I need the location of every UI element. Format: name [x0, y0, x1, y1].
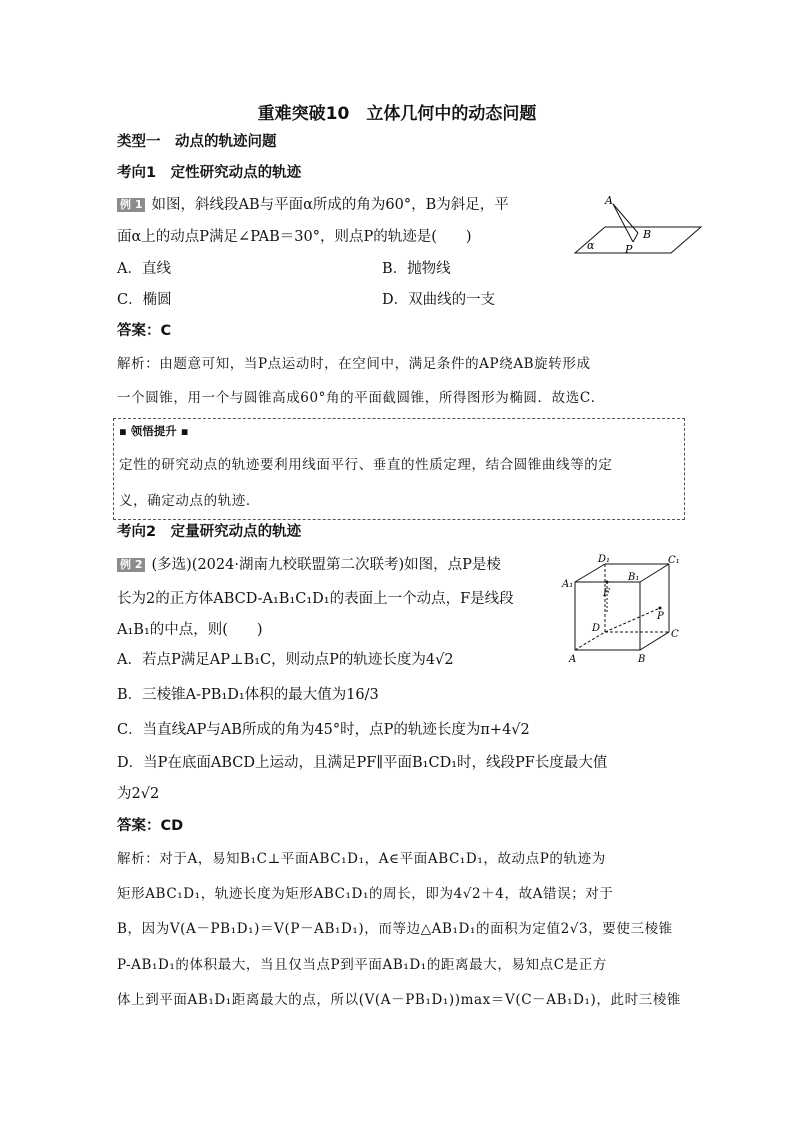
direction2-heading: 考向2 定量研究动点的轨迹 — [117, 524, 302, 540]
ex1-stem-line1 — [117, 195, 509, 215]
type1-heading: 类型一 动点的轨迹问题 — [117, 134, 277, 150]
point-P — [659, 607, 662, 610]
insight-line2: 义，确定动点的轨迹． — [119, 493, 260, 509]
ex2-analysis-line1: 解析：对于A，易知B₁C⊥平面ABC₁D₁，A∈平面ABC₁D₁，故动点P的轨迹为 — [117, 851, 606, 867]
label-C: C — [671, 629, 679, 640]
label-D1: D₁ — [598, 554, 611, 565]
direction1-heading: 考向1 定性研究动点的轨迹 — [117, 165, 302, 181]
label-P: P — [625, 243, 633, 256]
ex1-option-b: B．抛物线 — [382, 261, 451, 277]
ex1-analysis-line1: 解析：由题意可知，当P点运动时，在空间中，满足条件的AP绕AB旋转形成 — [117, 356, 591, 372]
ex2-analysis-line4: P-AB₁D₁的体积最大，当且仅当点P到平面AB₁D₁的距离最大，易知点C是正方 — [117, 957, 607, 973]
ex2-analysis-line3: B，因为V(A－PB₁D₁)＝V(P－AB₁D₁)，而等边△AB₁D₁的面积为定值2√3，要使三棱锥 — [117, 921, 673, 937]
label-D: D — [592, 623, 601, 634]
label-P2: P — [657, 611, 664, 622]
insight-line1: 定性的研究动点的轨迹要利用线面平行、垂直的性质定理，结合圆锥曲线等的定 — [119, 457, 613, 473]
ex1-analysis-line2: 一个圆锥，用一个与圆锥高成60°角的平面截圆锥，所得图形为椭圆．故选C． — [117, 390, 605, 406]
ex1-option-d: D．双曲线的一支 — [382, 292, 496, 308]
ex2-option-a: A．若点P满足AP⊥B₁C，则动点P的轨迹长度为4√2 — [117, 652, 454, 668]
ex2-badge: 例 2 — [117, 558, 145, 572]
edge-A1D1 — [575, 564, 605, 582]
label-A1: A₁ — [562, 579, 574, 590]
ex1-answer: 答案：C — [117, 323, 172, 339]
label-A2: A — [569, 654, 577, 665]
label-B: B — [643, 228, 652, 241]
ex2-stem-line1 — [117, 555, 501, 575]
label-C1: C₁ — [668, 555, 680, 566]
ex2-stem-line3: A₁B₁的中点，则( ) — [117, 622, 263, 638]
edge-BC — [640, 632, 669, 650]
edge-B1C1 — [640, 564, 669, 582]
insight-box — [113, 418, 685, 520]
ex2-cube-figure — [560, 553, 685, 668]
edge-AD — [575, 632, 605, 650]
ex2-option-b: B．三棱锥A-PB₁D₁体积的最大值为16/3 — [117, 687, 379, 703]
ex1-stem-text1: 如图，斜线段AB与平面α所成的角为60°，B为斜足，平 — [151, 197, 509, 213]
label-alpha: α — [587, 239, 595, 252]
label-B2: B — [638, 654, 646, 665]
ex1-figure — [565, 190, 705, 260]
page-title: 重难突破10 立体几何中的动态问题 — [257, 104, 537, 124]
ex2-stem-line2: 长为2的正方体ABCD-A₁B₁C₁D₁的表面上一个动点，F是线段 — [117, 591, 514, 607]
ex2-option-d-line1: D．当P在底面ABCD上运动，且满足PF∥平面B₁CD₁时，线段PF长度最大值 — [117, 755, 608, 771]
ex2-answer: 答案：CD — [117, 818, 184, 834]
label-F: F — [603, 588, 610, 599]
point-F — [606, 581, 609, 584]
label-B1: B₁ — [628, 572, 640, 583]
ex1-stem-line2: 面α上的动点P满足∠PAB＝30°，则点P的轨迹是( ) — [117, 229, 472, 245]
ex2-option-c: C．当直线AP与AB所成的角为45°时，点P的轨迹长度为π+4√2 — [117, 722, 530, 738]
ex2-stem-text1: (多选)(2024·湖南九校联盟第二次联考)如图，点P是棱 — [151, 557, 501, 573]
ex2-analysis-line2: 矩形ABC₁D₁，轨迹长度为矩形ABC₁D₁的周长，即为4√2＋4，故A错误；对于 — [117, 886, 614, 902]
label-A: A — [605, 194, 613, 207]
ex1-badge: 例 1 — [117, 198, 145, 212]
ex2-analysis-line5: 体上到平面AB₁D₁距离最大的点，所以(V(A－PB₁D₁))max＝V(C－AB₁D₁)，此时三棱锥 — [117, 992, 682, 1008]
insight-title: ▪ 领悟提升 ▪ — [119, 424, 189, 438]
ex2-option-d-line2: 为2√2 — [117, 786, 160, 802]
ex1-option-c: C．椭圆 — [117, 292, 172, 308]
ex1-option-a: A．直线 — [117, 261, 171, 277]
segment-DP — [605, 608, 660, 632]
segment-PB — [633, 233, 638, 242]
